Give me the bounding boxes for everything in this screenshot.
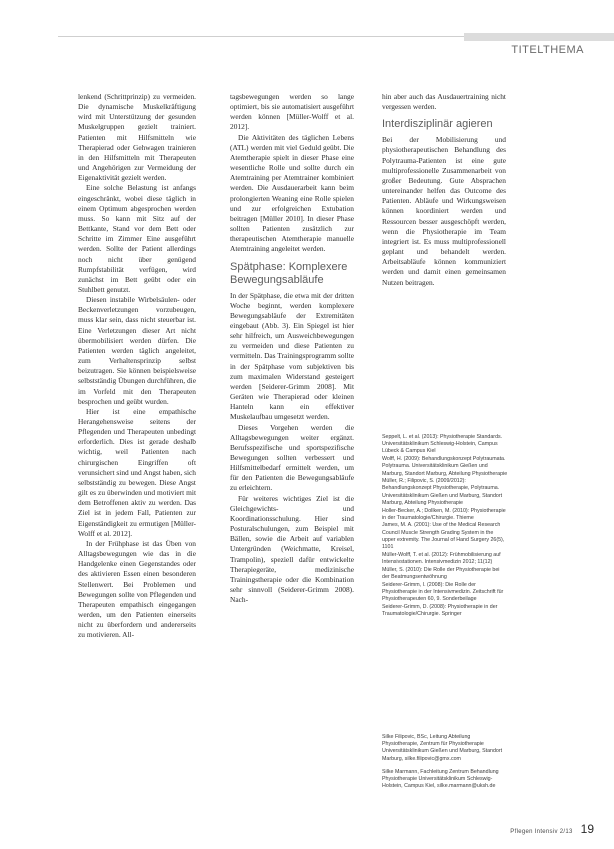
reference-item: James, M. A. (2001): Use of the Medical Research Council Muscle Strength Grading System in the upper extremity. The Journal of Hand Surgery 26(5), 1101 [382, 522, 505, 551]
reference-item: Müller-Wolff, T. et al. (2012): Frühmobilisierung auf Intensivstationen. Intensivmedizin 2012; 11(12) [382, 551, 501, 565]
paragraph: Eine solche Belastung ist anfangs eingeschränkt, wobei diese täglich in einem Optimum abgesprochen werden muss. So kann mit Sitz auf der Bettkante, Stand vor dem Bett oder Schritte im Zimmer Eine ausgeführt werden. Sollte der Patient allerdings noch nicht über genügend Rumpfstabilität verfügen, wird zunächst im Bett geübt oder ein Stuhlbett genutzt. [78, 183, 196, 294]
section-title: TITELTHEMA [511, 44, 584, 56]
journal-name: Pflegen Intensiv 2/13 [510, 829, 573, 835]
reference-item: Holler-Becker, A.; Dollken, M. (2010): Physiotherapie in der Traumatologie/Chirurgie. Thieme [382, 507, 506, 521]
paragraph: Bei der Mobilisierung und physiotherapeutischen Behandlung des Polytrauma-Patienten ist eine gute multiprofessionelle Zusammenarbeit von großer Bedeutung. Gute Absprachen untereinander helfen das Outcome des Patienten. Abläufe und Wirkungsweisen können koordiniert werden und Ressourcen besser ausgeschöpft werden, wenn die Physiotherapie im Team integriert ist. Es muss multiprofessionell geplant und behandelt werden. Arbeitsabläufe können kommuniziert werden und damit einen gemeinsamen Nutzen beitragen. [382, 135, 506, 287]
author-entry: Silke Filipovic, BSc, Leitung Abteilung Physiotherapie, Zentrum für Physiotherapie Universitätsklinikum Gießen und Marburg, Standort Marburg, silke.filipovic@gmx.com [382, 734, 503, 762]
page-footer [510, 822, 594, 836]
text-column-2 [230, 92, 354, 848]
reference-item: Seiderer-Grimm, D. (2008): Physiotherapie in der Traumatologie/Chirurgie. Springer [382, 603, 498, 617]
reference-item: Seiderer-Grimm, I. (2008): Die Rolle der Physiotherapie in der Intensivmedizin. Zeitschrift für Physiotherapeuten 60, 9. Sonderbeilage [382, 581, 504, 602]
reference-item: Müller, S. (2010): Die Rolle der Physiotherapie bei der Beatmungsentwöhnung [382, 566, 500, 580]
page-number: 19 [580, 822, 594, 836]
header-bar [464, 33, 614, 41]
paragraph: Hier ist eine empathische Herangehensweise seitens der Pflegenden und Therapeuten unbedingt erforderlich. Dies ist gerade deshalb wichtig, weil Patienten nach chirurgischen Eingriffen oft verunsichert sind und Angst haben, sich selbstständig zu bewegen. Diese Angst gilt es zu überwinden und motiviert mit dem Betroffenen aktiv zu werden. Das Ziel ist in jedem Fall, Patienten zur Eigenständigkeit zu ermutigen [Müller-Wolff et al. 2012]. [78, 406, 196, 538]
reference-list [382, 434, 508, 617]
reference-item: Müller, R.; Filipovic, S. (2009/2012): Behandlungskonzept Physiotherapie, Polytrauma. Universitätsklinikum Gießen und Marburg, Standort Marburg, Abteilung Physiotherapie [382, 478, 503, 506]
paragraph: Die Aktivitäten des täglichen Lebens (ATL) werden mit viel Geduld geübt. Die Atemtherapie spielt in dieser Phase eine wesentliche Rolle und sollte durch ein Atemtraining per Atemtrainer kombiniert werden. Die Ausdauerarbeit kann beim prolongierten Weaning eine Rolle spielen und zur erfolgreichen Extubation beitragen [Müller 2010]. In dieser Phase sollten Patienten zusätzlich zur therapeutischen Atemtherapie manuelle Atemtraining angeleitet werden. [230, 132, 354, 254]
section-heading: Spätphase: Komplexere Bewegungsabläufe [230, 260, 348, 286]
paragraph: In der Frühphase ist das Üben von Alltagsbewegungen wie das in die Handgelenke einen Gegenstandes oder des aktivieren Essen einen besonderen Stellenwert. Bei Problemen und Bewegungen sollte von Pflegenden und Therapeuten empathisch eingegangen werden, um den Patienten einerseits nicht zu überfordern und andererseits zu motivieren. All- [78, 538, 196, 640]
author-entry: Silke Marmann, Fachleitung Zentrum Behandlung Physiotherapie Universitätsklinikum Schleswig-Holstein, Campus Kiel, silke.marmann@uksh.de [382, 768, 499, 790]
paragraph: tagsbewegungen werden so lange optimiert, bis sie automatisiert ausgeführt werden können [Müller-Wolff et al. 2012]. [230, 92, 354, 132]
paragraph: Diesen instabile Wirbelsäulen- oder Beckenverletzungen vorzubeugen, muss klar sein, dass nicht steuerbar ist. Eine Verletzungen dieser Art nicht übermobilisiert werden dürfen. Die Patienten werden täglich angeleitet, zum Verhaltensprinzip selbst beizutragen. Sie können beispielsweise selbstständig Übungen durchführen, die im Vorfeld mit den Therapeuten besprochen und geübt wurden. [78, 295, 196, 406]
text-column-1 [78, 92, 196, 848]
paragraph: Für weiteres wichtiges Ziel ist die Gleichgewichts- und Koordinationsschulung. Hier sind Posturalschulungen, zum Beispiel mit Bällen, sowie die Arbeit auf variablen Untergründen (Weichmatte, Kreisel, Trampolin), speziell dafür entwickelte Therapiegeräte, medizinische Trainingstherapie oder die Kombination sehr sinnvoll (Seiderer-Grimm 2008). Nach- [230, 493, 354, 605]
section-heading: Interdisziplinär agieren [382, 118, 493, 131]
paragraph: hin aber auch das Ausdauertraining nicht vergessen werden. [382, 92, 506, 112]
paragraph: Dieses Vorgehen werden die Alltagsbewegungen weiter ergänzt. Berufsspezifische und sportspezifische Bewegungen sollten verbessert und Hilfsmittelbedarf ermittelt werden, um für den Patienten die Bewegungsabläufe zu erleichtern. [230, 422, 354, 493]
reference-item: Seppelt, L. et al. (2013): Physiotherapie Standards. Universitätsklinikum Schleswig-Holstein, Campus Lübeck & Campus Kiel [382, 434, 503, 455]
reference-item: Wolff, H. (2009): Behandlungskonzept Polytraumata. Polytrauma. Universitätsklinikum Gießen und Marburg, Standort Marburg, Abteilung Physiotherapie [382, 456, 508, 477]
text-column-3 [382, 92, 506, 422]
author-info [382, 734, 508, 796]
paragraph: lenkend (Schrittprinzip) zu vermeiden. Die dynamische Muskelkräftigung wird mit Unterstützung der gesunden Muskelgruppen gezielt trainiert. Patienten mit Hilfsmitteln wie Therapierad oder Gehwagen trainieren in den Hilfsmitteln mit Therapeuten und Angehörigen zur Vermeidung der Eigenaktivität gezielt werden. [78, 92, 196, 183]
paragraph: In der Spätphase, die etwa mit der dritten Woche beginnt, werden komplexere Bewegungsabläufe der Extremitäten eingebaut (Abb. 3). Ein Spiegel ist hier sehr hilfreich, um Ausweichbewegungen zu vermeiden und diese Patienten zu vermitteln. Das Trainingsprogramm sollte in der Spätphase vom subjektiven bis zum maximalen Widerstand gesteigert werden [Seiderer-Grimm 2008]. Mit Geräten wie Therapierad oder kleinen Hanteln kann ein effektiver Muskelaufbau umgesetzt werden. [230, 290, 354, 422]
